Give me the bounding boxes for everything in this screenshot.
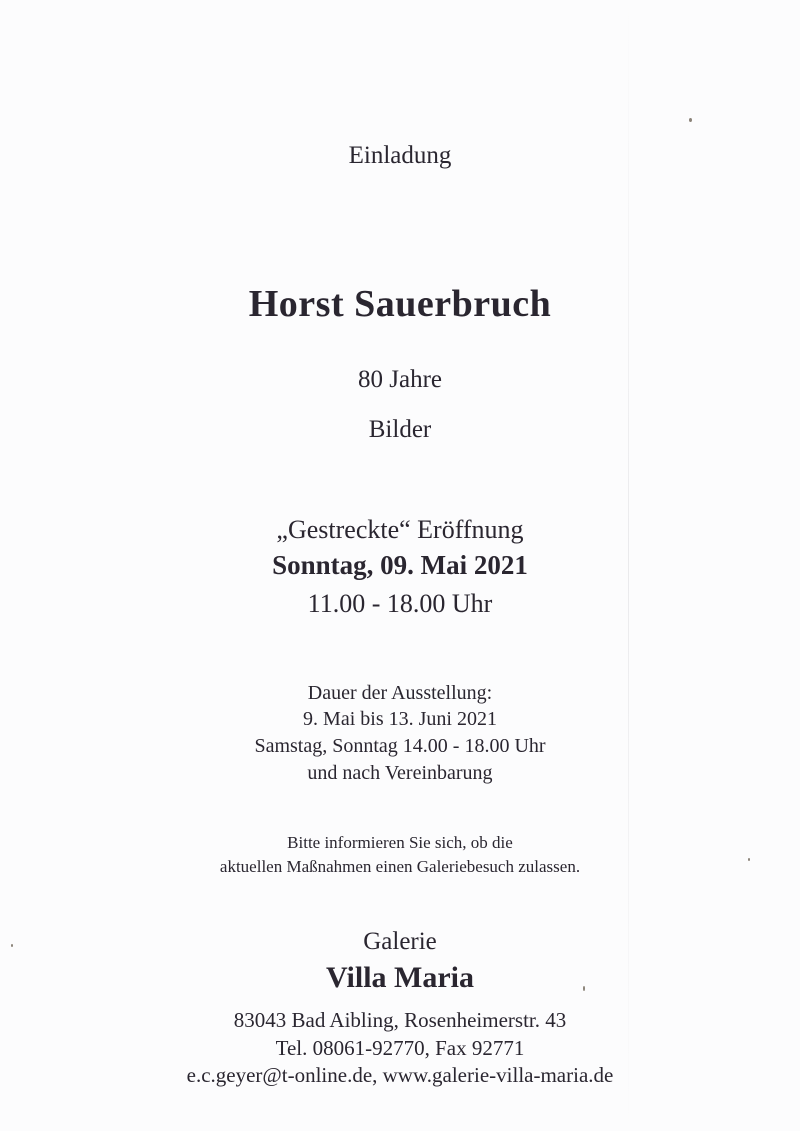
duration-date-range: 9. Mai bis 13. Juni 2021 (303, 708, 497, 730)
notice-line-1: Bitte informieren Sie sich, ob die (287, 833, 513, 852)
gallery-phone: Tel. 08061-92770, Fax 92771 (275, 1036, 525, 1060)
opening-time: 11.00 - 18.00 Uhr (307, 589, 493, 618)
invitation-heading: Einladung (348, 142, 452, 169)
duration-label: Dauer der Ausstellung: (307, 682, 493, 704)
opening-hours: Samstag, Sonntag 14.00 - 18.00 Uhr (254, 735, 546, 757)
gallery-address: 83043 Bad Aibling, Rosenheimerstr. 43 (233, 1008, 567, 1032)
gallery-name: Villa Maria (325, 961, 475, 994)
artist-name: Horst Sauerbruch (248, 283, 552, 325)
opening-date: Sonntag, 09. Mai 2021 (272, 550, 528, 580)
opening-label: „Gestreckte“ Eröffnung (276, 515, 524, 544)
notice-line-2: aktuellen Maßnahmen einen Galeriebesuch zulassen. (219, 857, 581, 876)
by-appointment: und nach Vereinbarung (307, 762, 493, 784)
exhibition-subject: Bilder (368, 416, 432, 443)
paper-speck (689, 118, 692, 122)
gallery-contact: e.c.geyer@t-online.de, www.galerie-villa-maria.de (186, 1063, 614, 1087)
gallery-label: Galerie (363, 928, 437, 955)
artist-age: 80 Jahre (358, 366, 442, 393)
